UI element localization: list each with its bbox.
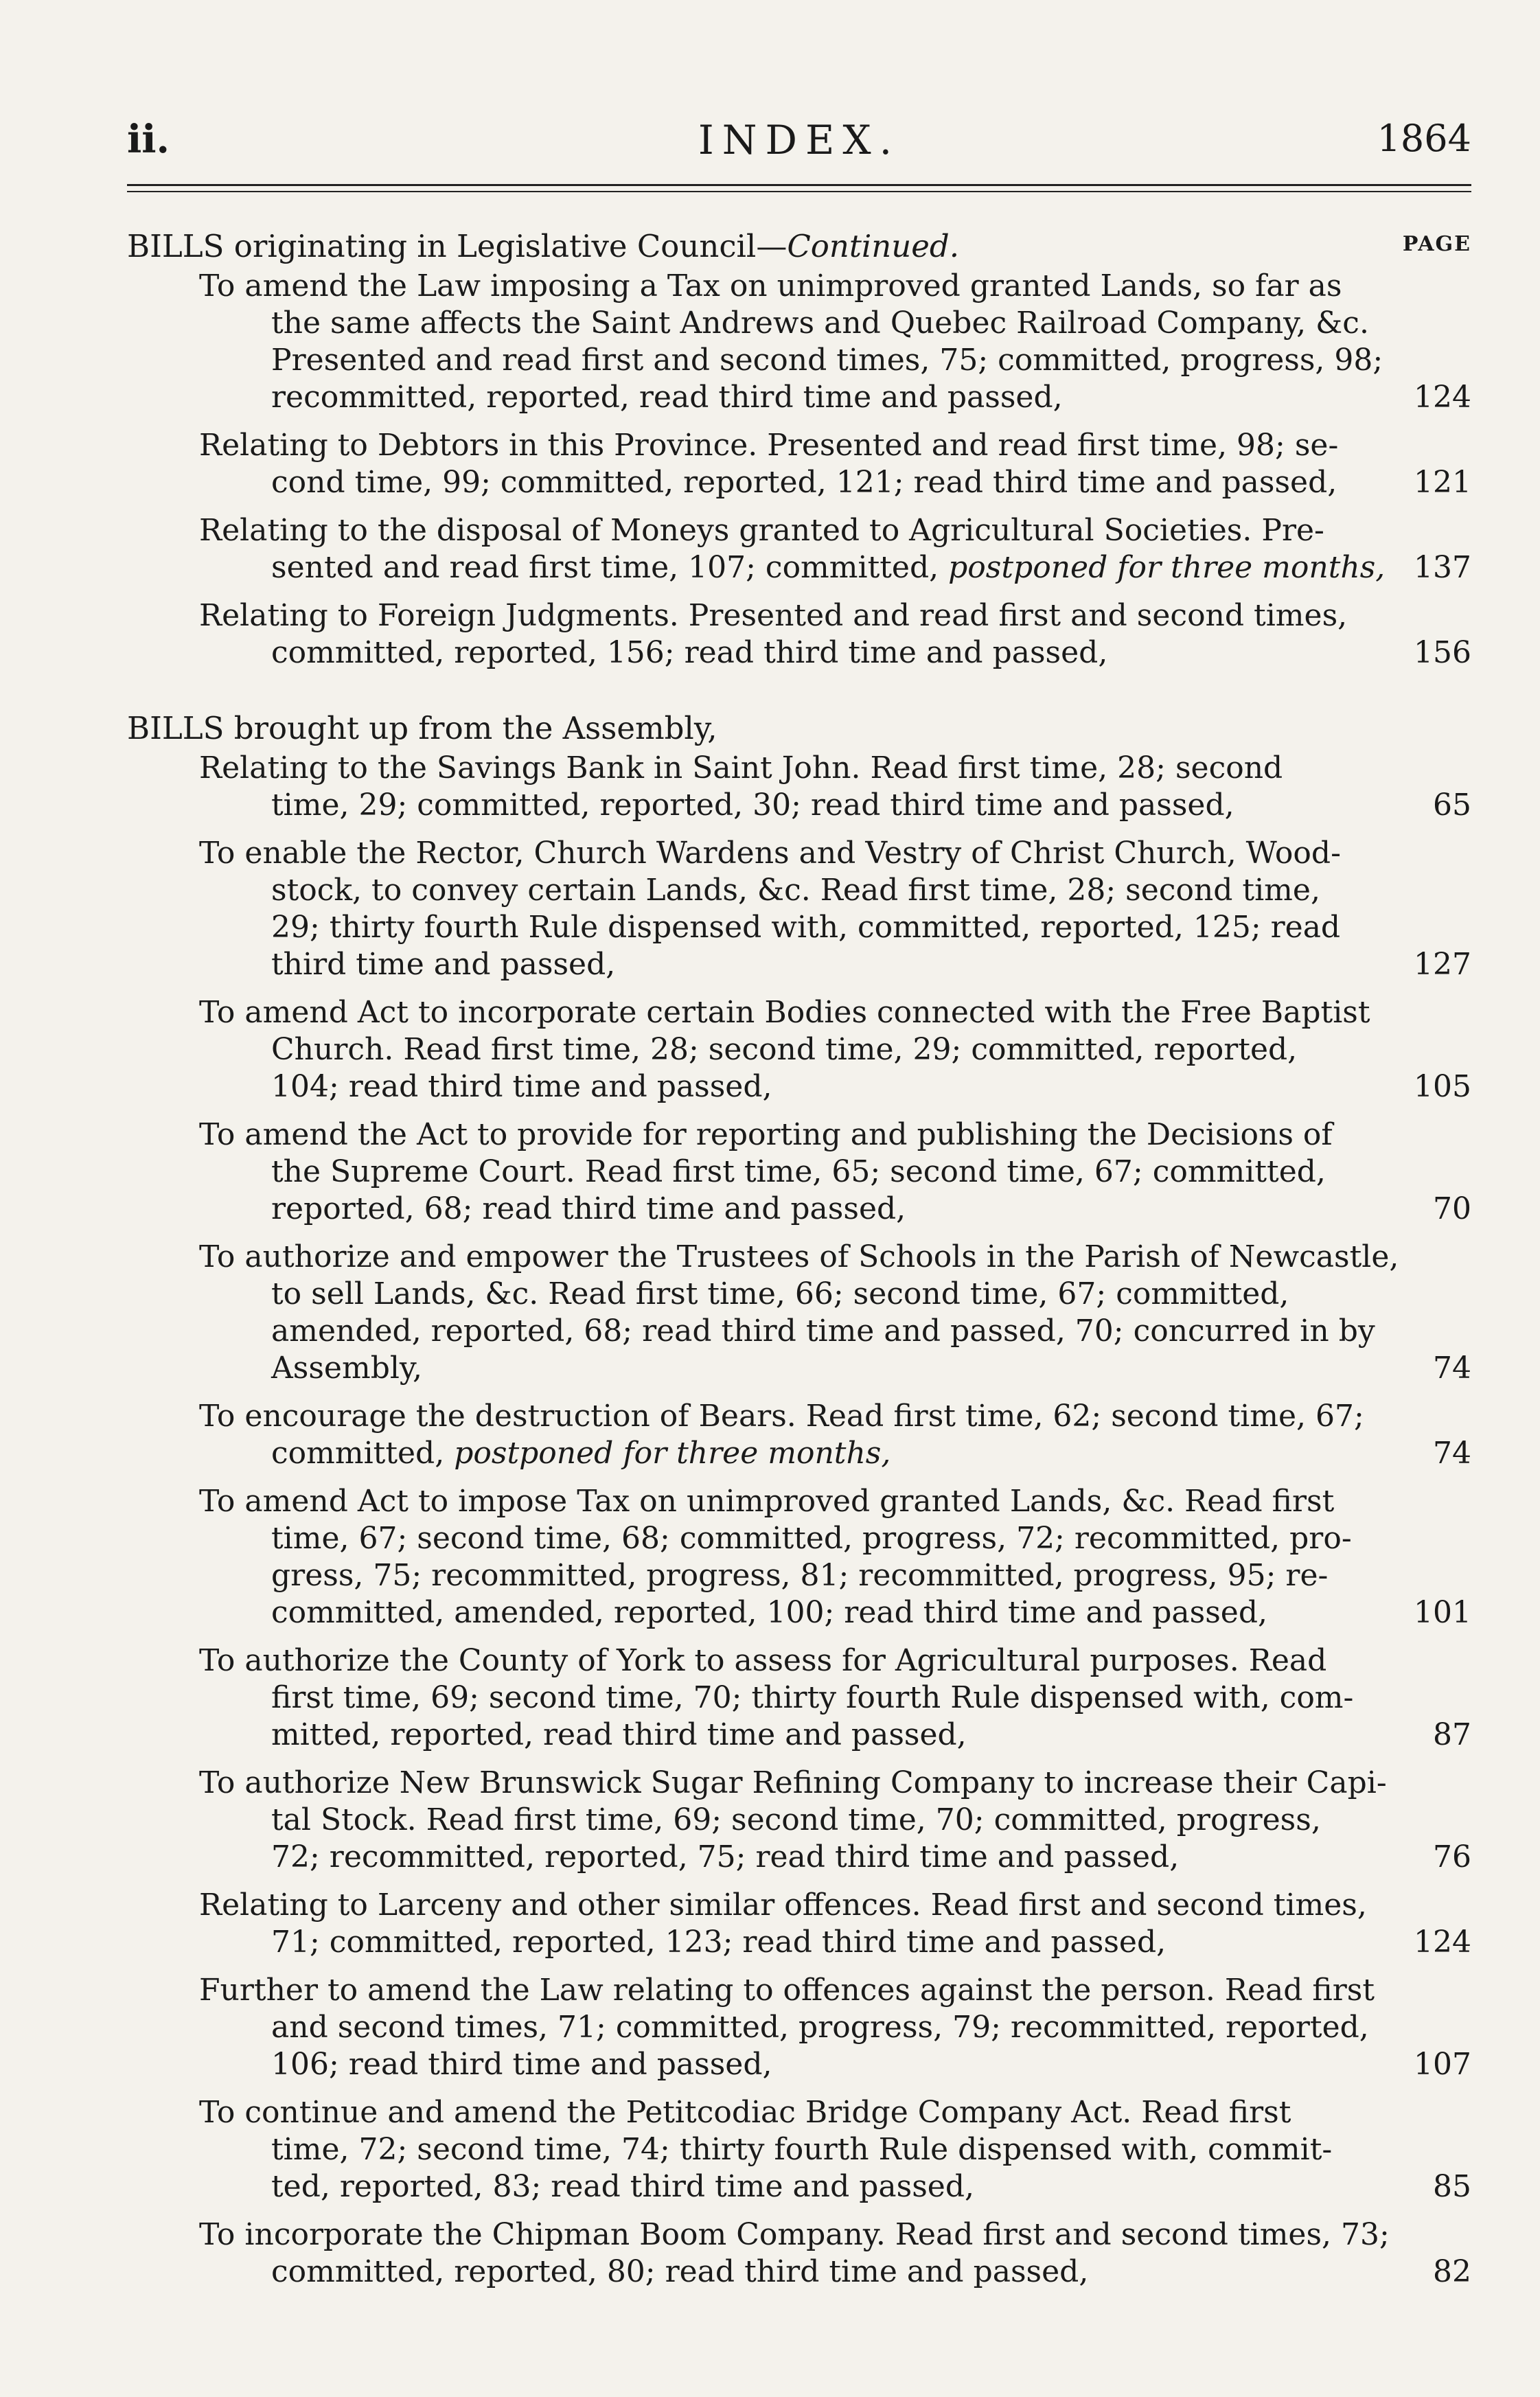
entry-page-number: 107	[1414, 2047, 1471, 2082]
index-entry	[199, 1483, 1366, 1631]
running-head	[127, 117, 1471, 172]
entry-line-text: 29; thirty fourth Rule dispensed with, committed, reported, 125; read	[271, 910, 1341, 945]
entry-line-text: cond time, 99; committed, reported, 121; read third time and passed,	[271, 465, 1337, 500]
entry-line	[199, 1887, 1366, 1924]
entry-line	[199, 1398, 1366, 1435]
page-column-header: PAGE	[1402, 232, 1471, 256]
entry-line	[199, 2168, 1366, 2205]
entry-line	[199, 379, 1366, 416]
index-entry	[199, 597, 1366, 672]
entry-line	[199, 1239, 1399, 1276]
entry-page-number: 74	[1433, 1351, 1471, 1386]
entry-line-text: committed, reported, 80; read third time and passed,	[271, 2254, 1089, 2289]
entry-line	[199, 1972, 1375, 2009]
index-entry	[199, 2094, 1366, 2205]
index-entry	[199, 1887, 1366, 1961]
entry-line-text: To encourage the destruction of Bears. Read first time, 62; second time, 67;	[199, 1399, 1364, 1434]
entry-page-number: 85	[1433, 2169, 1471, 2204]
entry-line-text: Church. Read first time, 28; second time, 29; committed, reported,	[271, 1032, 1298, 1067]
entry-line	[199, 512, 1366, 549]
entry-line	[199, 2046, 1366, 2083]
index-entry	[199, 1972, 1375, 2083]
entry-line-text: Relating to the disposal of Moneys granted to Agricultural Societies. Pre-	[199, 513, 1324, 548]
entry-line-text: To amend the Act to provide for reporting and publishing the Decisions of	[199, 1117, 1333, 1152]
entry-line-text: To amend the Law imposing a Tax on unimproved granted Lands, so far as	[199, 268, 1342, 303]
entry-line	[199, 634, 1366, 672]
index-entry	[199, 1642, 1366, 1754]
entry-line-text: committed,	[271, 1436, 445, 1471]
entry-line-text: 71; committed, reported, 123; read third time and passed,	[271, 1925, 1167, 1960]
index-entry	[199, 1239, 1399, 1387]
entry-line-text: the Supreme Court. Read first time, 65; second time, 67; committed,	[271, 1154, 1326, 1189]
entry-line-text: 106; read third time and passed,	[271, 2047, 772, 2082]
entry-line-text: To authorize the County of York to assess for Agricultural purposes. Read	[199, 1643, 1327, 1678]
entry-line-text: Assembly,	[271, 1351, 422, 1386]
entry-line	[199, 2253, 1366, 2291]
entry-line	[199, 1350, 1366, 1387]
entry-page-number: 156	[1414, 635, 1471, 670]
entry-line-text: To enable the Rector, Church Wardens and Vestry of Christ Church, Wood-	[199, 836, 1341, 871]
page-number-label: ii.	[127, 117, 170, 162]
entry-line-text: time, 29; committed, reported, 30; read third time and passed,	[271, 788, 1234, 823]
entry-line	[199, 2131, 1366, 2168]
entry-line-text: and second times, 71; committed, progress, 79; recommitted, reported,	[271, 2010, 1369, 2045]
entry-line-text: first time, 69; second time, 70; thirty fourth Rule dispensed with, com-	[271, 1680, 1354, 1715]
entry-line	[199, 1483, 1366, 1520]
entry-line	[199, 1313, 1375, 1350]
entry-page-number: 121	[1414, 465, 1471, 500]
index-entry	[199, 2216, 1390, 2291]
entry-line-text: reported, 68; read third time and passed,	[271, 1191, 906, 1226]
section-title-text: BILLS originating in Legislative Council—	[127, 228, 788, 264]
entry-line-text: time, 67; second time, 68; committed, progress, 72; recommitted, pro-	[271, 1521, 1352, 1556]
entry-line-text: tal Stock. Read first time, 69; second time, 70; committed, progress,	[271, 1802, 1321, 1837]
entry-line	[199, 1435, 1366, 1472]
entry-page-number: 87	[1433, 1717, 1471, 1752]
index-entry	[199, 994, 1370, 1105]
entry-italic-note: postponed for three months,	[948, 550, 1386, 585]
entry-line-text: third time and passed,	[271, 947, 616, 982]
entry-line	[199, 2094, 1366, 2131]
entry-page-number: 76	[1433, 1839, 1471, 1874]
entry-line-text: Relating to the Savings Bank in Saint John. Read first time, 28; second	[199, 750, 1283, 785]
entry-line	[199, 1765, 1387, 1802]
entry-line-text: 104; read third time and passed,	[271, 1069, 772, 1104]
entry-line-text: gress, 75; recommitted, progress, 81; recommitted, progress, 95; re-	[271, 1558, 1329, 1593]
entry-line-text: Relating to Foreign Judgments. Presented and read first and second times,	[199, 598, 1348, 633]
entry-line	[199, 2009, 1369, 2046]
entry-line-text: Relating to Debtors in this Province. Presented and read first time, 98; se-	[199, 428, 1339, 463]
entry-line-text: committed, reported, 156; read third time and passed,	[271, 635, 1108, 670]
entry-page-number: 124	[1414, 380, 1471, 415]
entry-line	[199, 2216, 1390, 2253]
entry-line	[199, 1839, 1366, 1876]
entry-line	[199, 1116, 1366, 1154]
entry-page-number: 70	[1433, 1191, 1471, 1226]
entry-line	[199, 1068, 1366, 1105]
entry-line-text: Presented and read first and second times, 75; committed, progress, 98;	[271, 343, 1383, 378]
entry-line-text: To amend Act to impose Tax on unimproved granted Lands, &c. Read first	[199, 1484, 1335, 1519]
index-entry	[199, 1116, 1366, 1228]
section-title-text: BILLS brought up from the Assembly,	[127, 710, 717, 746]
entry-line	[199, 597, 1366, 634]
entry-line-text: stock, to convey certain Lands, &c. Read first time, 28; second time,	[271, 873, 1320, 908]
section-title	[127, 228, 959, 264]
entry-line	[199, 1642, 1366, 1679]
index-entry	[199, 268, 1383, 416]
entry-page-number: 105	[1414, 1069, 1471, 1104]
entry-line	[199, 1924, 1366, 1961]
index-entry	[199, 512, 1386, 586]
entry-line-text: To authorize New Brunswick Sugar Refining Company to increase their Capi-	[199, 1765, 1387, 1800]
entry-line	[199, 1520, 1366, 1557]
entry-line-text: the same affects the Saint Andrews and Quebec Railroad Company, &c.	[271, 306, 1369, 341]
entry-line	[199, 1154, 1366, 1191]
entry-line-text: To continue and amend the Petitcodiac Bridge Company Act. Read first	[199, 2095, 1291, 2130]
entry-italic-note: postponed for three months,	[454, 1436, 891, 1471]
index-entry	[199, 1765, 1387, 1876]
index-entry	[199, 750, 1366, 824]
entry-line-text: time, 72; second time, 74; thirty fourth Rule dispensed with, commit-	[271, 2132, 1333, 2167]
entry-line-text: to sell Lands, &c. Read first time, 66; second time, 67; committed,	[271, 1276, 1289, 1311]
entry-line-text: Further to amend the Law relating to offences against the person. Read first	[199, 1973, 1375, 2008]
entry-line	[199, 750, 1366, 787]
entry-line	[199, 872, 1366, 909]
entry-line	[199, 464, 1366, 501]
entry-line-text: 72; recommitted, reported, 75; read third time and passed,	[271, 1839, 1180, 1874]
index-entry	[199, 835, 1366, 983]
entry-page-number: 74	[1433, 1436, 1471, 1471]
entry-line	[199, 787, 1366, 824]
entry-line	[199, 994, 1370, 1031]
entry-line	[199, 268, 1366, 305]
section-title	[127, 710, 717, 746]
entry-line-text: To amend Act to incorporate certain Bodies connected with the Free Baptist	[199, 995, 1370, 1030]
entry-line-text: recommitted, reported, read third time and passed,	[271, 380, 1063, 415]
entry-line-text: Relating to Larceny and other similar offences. Read first and second times,	[199, 1888, 1367, 1923]
entry-line-text: To authorize and empower the Trustees of Schools in the Parish of Newcastle,	[199, 1239, 1399, 1274]
entry-page-number: 137	[1414, 550, 1471, 585]
entry-line	[199, 1717, 1366, 1754]
entry-line	[199, 427, 1366, 464]
entry-line	[199, 342, 1383, 379]
header-rule	[127, 184, 1471, 186]
entry-line	[199, 909, 1366, 946]
entry-line	[199, 1594, 1366, 1631]
entry-line	[199, 1679, 1366, 1717]
entry-line	[199, 1031, 1366, 1068]
index-entry	[199, 427, 1366, 501]
page-title: INDEX.	[698, 117, 901, 163]
entry-line-text: amended, reported, 68; read third time and passed, 70; concurred in by	[271, 1314, 1375, 1349]
year-label: 1864	[1377, 117, 1471, 160]
section-title-continued: Continued.	[787, 228, 960, 264]
entry-line	[199, 1802, 1366, 1839]
entry-page-number: 127	[1414, 947, 1471, 982]
entry-line	[199, 1557, 1366, 1594]
entry-page-number: 124	[1414, 1925, 1471, 1960]
entry-line-text: mitted, reported, read third time and passed,	[271, 1717, 967, 1752]
entry-page-number: 65	[1433, 788, 1471, 823]
entry-line	[199, 1276, 1366, 1313]
entry-page-number: 101	[1414, 1595, 1471, 1630]
header-rule-thin	[127, 191, 1471, 192]
entry-line-text: committed, amended, reported, 100; read third time and passed,	[271, 1595, 1267, 1630]
entry-line	[199, 1191, 1366, 1228]
entry-line-text: ted, reported, 83; read third time and passed,	[271, 2169, 974, 2204]
entry-line-text: To incorporate the Chipman Boom Company. Read first and second times, 73;	[199, 2217, 1390, 2252]
entry-page-number: 82	[1433, 2254, 1471, 2289]
entry-line	[199, 946, 1366, 983]
entry-line-text: sented and read first time, 107; committed,	[271, 550, 939, 585]
entry-line	[199, 305, 1369, 342]
entry-line	[199, 835, 1366, 872]
entry-line	[199, 549, 1386, 586]
index-entry	[199, 1398, 1366, 1472]
